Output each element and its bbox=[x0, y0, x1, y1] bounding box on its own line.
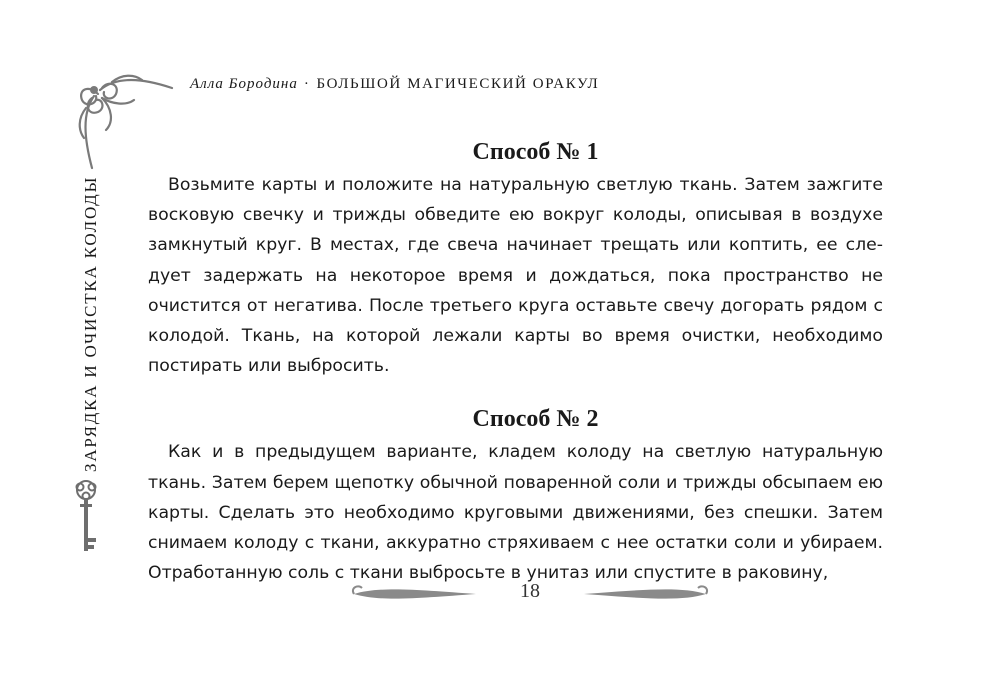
section-body-1: Возьмите карты и положите на натуральную светлую ткань. Затем зажгите восковую свечку и трижды обведите ею вокруг колоды, описывая в воздухе замкнутый круг. В местах, где свеча начинает трещать или коптить, ее следует задержать на некоторое время и дождаться, пока пространство не очистится от негатива. После третьего круга оставьте свечу догорать рядом с колодой. Ткань, на которой лежали карты во время очистки, необходимо постирать или выбросить. bbox=[148, 175, 883, 377]
section-body-2: Как и в предыдущем варианте, кладем колоду на светлую натуральную ткань. Затем берем щепотку обычной поваренной соли и трижды обсыпаем ею карты. Сделать это необходимо круговыми движениями, без спешки. Затем снимаем колоду с ткани, аккуратно стряхиваем с нее остатки соли и убираем. Отработанную соль с ткани выбросьте в унитаз или спустите в раковину, bbox=[148, 442, 883, 584]
section-title-1: Способ № 1 bbox=[472, 139, 599, 165]
header-separator: · bbox=[303, 76, 311, 92]
page-footer bbox=[350, 576, 710, 610]
header-book-title: БОЛЬШОЙ МАГИЧЕСКИЙ ОРАКУЛ bbox=[316, 76, 600, 92]
header-author: Алла Бородина bbox=[190, 76, 298, 92]
key-icon bbox=[70, 478, 102, 556]
section-title-2: Способ № 2 bbox=[472, 406, 599, 433]
flourish-right-icon bbox=[580, 582, 710, 604]
page-number: 18 bbox=[520, 580, 540, 602]
chapter-side-label: ЗАРЯДКА И ОЧИСТКА КОЛОДЫ bbox=[81, 175, 100, 472]
page-content bbox=[148, 134, 883, 588]
running-header bbox=[190, 76, 599, 93]
